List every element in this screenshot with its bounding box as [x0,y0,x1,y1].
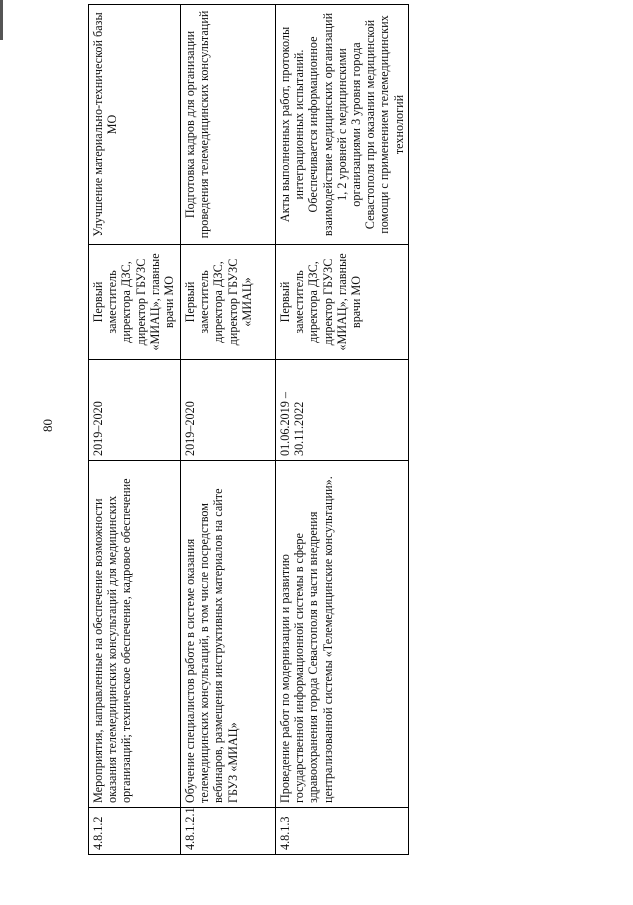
cell-result: Улучшение материально-технической базы МО [89,5,181,245]
scan-mark [0,0,3,40]
cell-event: Проведение работ по модернизации и развитию государственной информационной системы в сфере здравоохранения города Севастополя в части внедрения централизованной системы «Телемедицинские консультации». [276,461,409,808]
cell-number: 4.8.1.2 [89,808,181,855]
cell-responsible: Первый заместитель директора ДЗС, директор ГБУЗС «МИАЦ», главные врачи МО [89,245,181,360]
table-row [276,5,409,855]
cell-event: Обучение специалистов работе в системе оказания телемедицинских консультаций, в том числе посредством вебинаров, размещения инструктивных материалов на сайте ГБУЗ «МИАЦ» [181,461,276,808]
cell-event: Мероприятия, направленные на обеспечение возможности оказания телемедицинских консультаций для медицинских организаций; техническое обеспечение, кадровое обеспечение [89,461,181,808]
cell-term: 2019–2020 [89,360,181,461]
cell-number: 4.8.1.2.1 [181,808,276,855]
table-row [181,5,276,855]
plan-table [88,4,409,855]
cell-responsible: Первый заместитель директора ДЗС, директор ГБУЗС «МИАЦ» [181,245,276,360]
cell-result: Подготовка кадров для организации проведения телемедицинских консультаций [181,5,276,245]
cell-result: Акты выполненных работ, протоколы интеграционных испытаний. Обеспечивается информационное взаимодействие медицинских организаций 1, 2 уровней с медицинскими организациями 3 уровня города Севастополя при оказании медицинской помощи с применением телемедицинских технологий [276,5,409,245]
cell-term: 2019–2020 [181,360,276,461]
cell-number: 4.8.1.3 [276,808,409,855]
rotated-table-container [88,10,406,855]
page-number: 80 [40,419,55,432]
cell-responsible: Первый заместитель директора ДЗС, директор ГБУЗС «МИАЦ», главные врачи МО [276,245,409,360]
cell-term: 01.06.2019 – 30.11.2022 [276,360,409,461]
table-row [89,5,181,855]
